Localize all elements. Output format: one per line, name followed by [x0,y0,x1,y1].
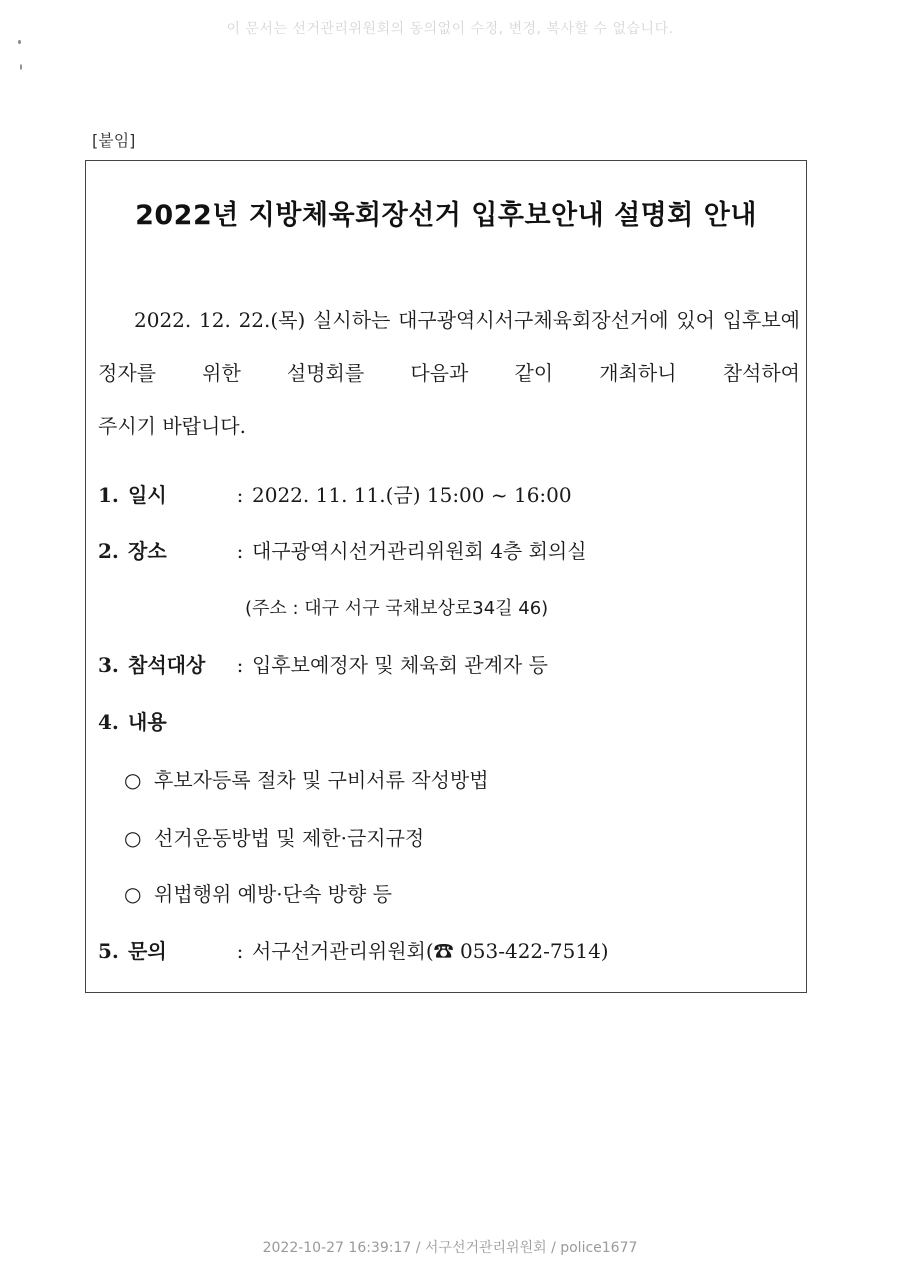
item-number: 5. [98,939,119,963]
notice-title: 2022년 지방체육회장선거 입후보안내 설명회 안내 [135,200,757,231]
item-label: 일시 [128,483,167,507]
item-label: 장소 [128,539,167,563]
item-colon: : [236,539,244,563]
item-colon: : [236,653,244,677]
item-number: 2. [98,539,119,563]
item-number: 1. [98,483,119,507]
bullet-circle-icon: ○ [124,768,142,792]
bullet-text: 위법행위 예방·단속 방향 등 [154,882,392,906]
bullet-text: 선거운동방법 및 제한·금지규정 [154,826,425,850]
item-value: 2022. 11. 11.(금) 15:00 ~ 16:00 [252,483,572,507]
notice-frame [85,160,807,993]
item-attendees [98,649,548,678]
item-number: 4. [98,710,119,734]
item-value: 서구선거관리위원회(☎ 053-422-7514) [252,939,609,963]
item-colon: : [236,483,244,507]
intro-paragraph: 2022. 12. 22.(목) 실시하는 대구광역시서구체육회장선거에 있어 입후보예정자를 위한 설명회를 다음과 같이 개최하니 참석하여 [98,308,800,385]
content-bullet [124,822,424,851]
item-label: 참석대상 [128,653,206,677]
item-label: 내용 [128,710,167,734]
bullet-text: 후보자등록 절차 및 구비서류 작성방법 [154,768,489,792]
scan-speck [20,64,22,70]
attachment-label: [붙임] [92,131,136,150]
copy-protection-watermark: 이 문서는 선거관리위원회의 동의없이 수정, 변경, 복사할 수 없습니다. [226,21,674,37]
item-number: 3. [98,653,119,677]
item-label: 문의 [128,939,167,963]
item-date [98,479,572,508]
content-bullet [124,878,392,907]
item-value: 대구광역시선거관리위원회 4층 회의실 [252,539,587,563]
content-bullet [124,764,489,793]
scan-speck [18,40,21,44]
item-place [98,535,587,564]
item-value: 입후보예정자 및 체육회 관계자 등 [252,653,548,677]
item-inquiry [98,935,609,964]
bullet-circle-icon: ○ [124,882,142,906]
place-address: (주소 : 대구 서구 국채보상로34길 46) [245,598,549,619]
intro-paragraph-end: 주시기 바랍니다. [98,414,246,438]
item-colon: : [236,939,244,963]
bullet-circle-icon: ○ [124,826,142,850]
item-content [98,706,218,735]
print-footer: 2022-10-27 16:39:17 / 서구선거관리위원회 / police1677 [262,1240,638,1256]
